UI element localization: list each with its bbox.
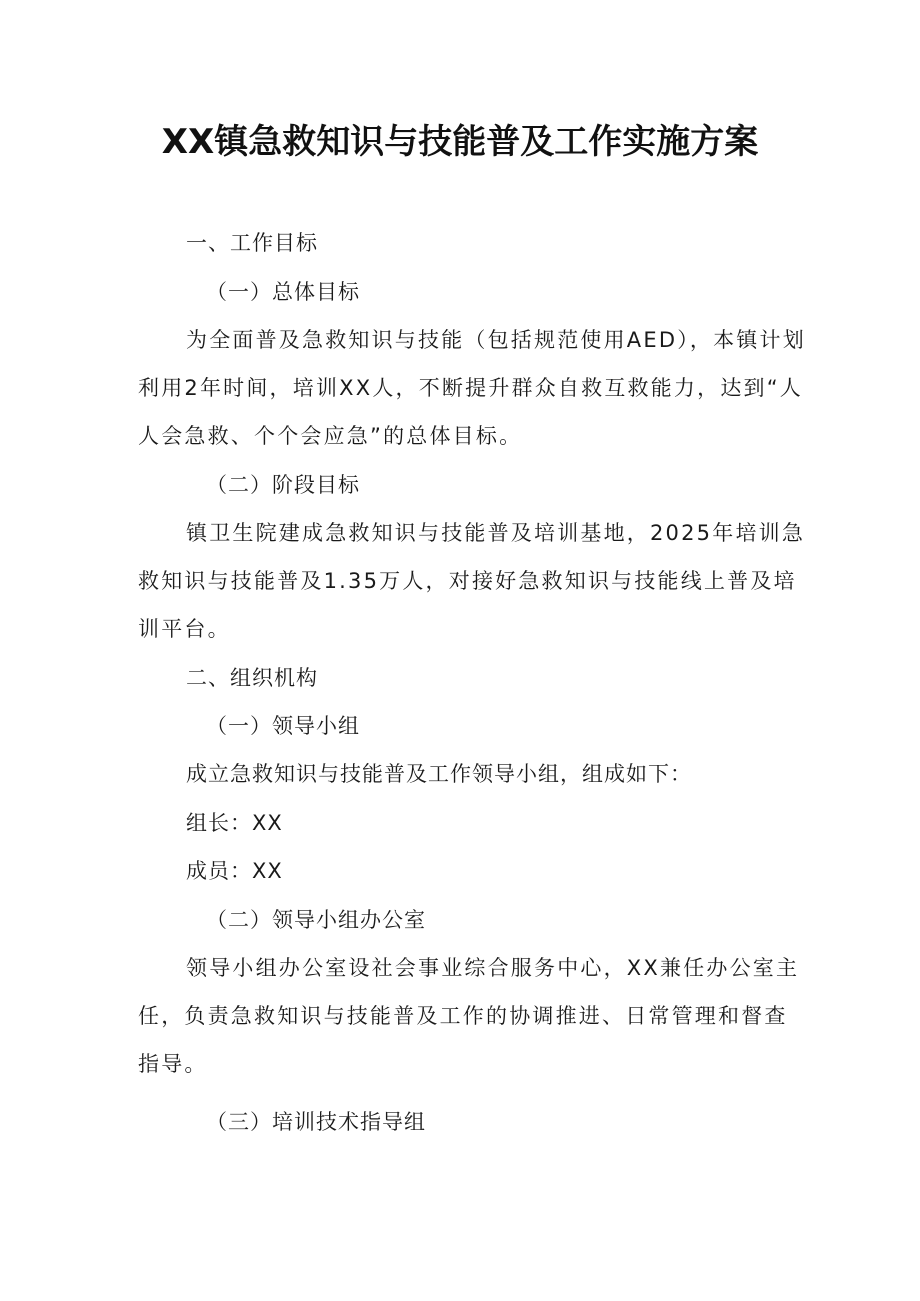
paragraph-line: 救知识与技能普及1.35万人，对接好急救知识与技能线上普及培: [138, 569, 797, 593]
subsection-heading-leading-group: （一）领导小组: [206, 714, 360, 738]
section-heading-organization: 二、组织机构: [186, 666, 318, 690]
member-line: 成员：XX: [186, 859, 283, 883]
paragraph-line: 人会急救、个个会应急”的总体目标。: [138, 424, 523, 448]
paragraph-line: 训平台。: [138, 617, 231, 641]
paragraph-line: 指导。: [138, 1052, 208, 1076]
subsection-heading-technical-guidance-group: （三）培训技术指导组: [206, 1110, 426, 1134]
paragraph-line: 镇卫生院建成急救知识与技能普及培训基地，2025年培训急: [186, 521, 806, 545]
leader-line: 组长：XX: [186, 811, 283, 835]
paragraph-line: 成立急救知识与技能普及工作领导小组，组成如下：: [186, 762, 692, 786]
subsection-heading-leading-group-office: （二）领导小组办公室: [206, 908, 426, 932]
subsection-heading-stage-goal: （二）阶段目标: [206, 473, 360, 497]
paragraph-line: 利用2年时间，培训XX人，不断提升群众自救互救能力，达到“人: [138, 376, 804, 400]
section-heading-work-goals: 一、工作目标: [186, 231, 318, 255]
paragraph-line: 为全面普及急救知识与技能（包括规范使用AED），本镇计划: [186, 328, 806, 352]
paragraph-line: 领导小组办公室设社会事业综合服务中心，XX兼任办公室主: [186, 956, 800, 980]
paragraph-line: 任，负责急救知识与技能普及工作的协调推进、日常管理和督查: [138, 1004, 788, 1028]
document-title: XX镇急救知识与技能普及工作实施方案: [161, 122, 759, 162]
subsection-heading-overall-goal: （一）总体目标: [206, 280, 360, 304]
